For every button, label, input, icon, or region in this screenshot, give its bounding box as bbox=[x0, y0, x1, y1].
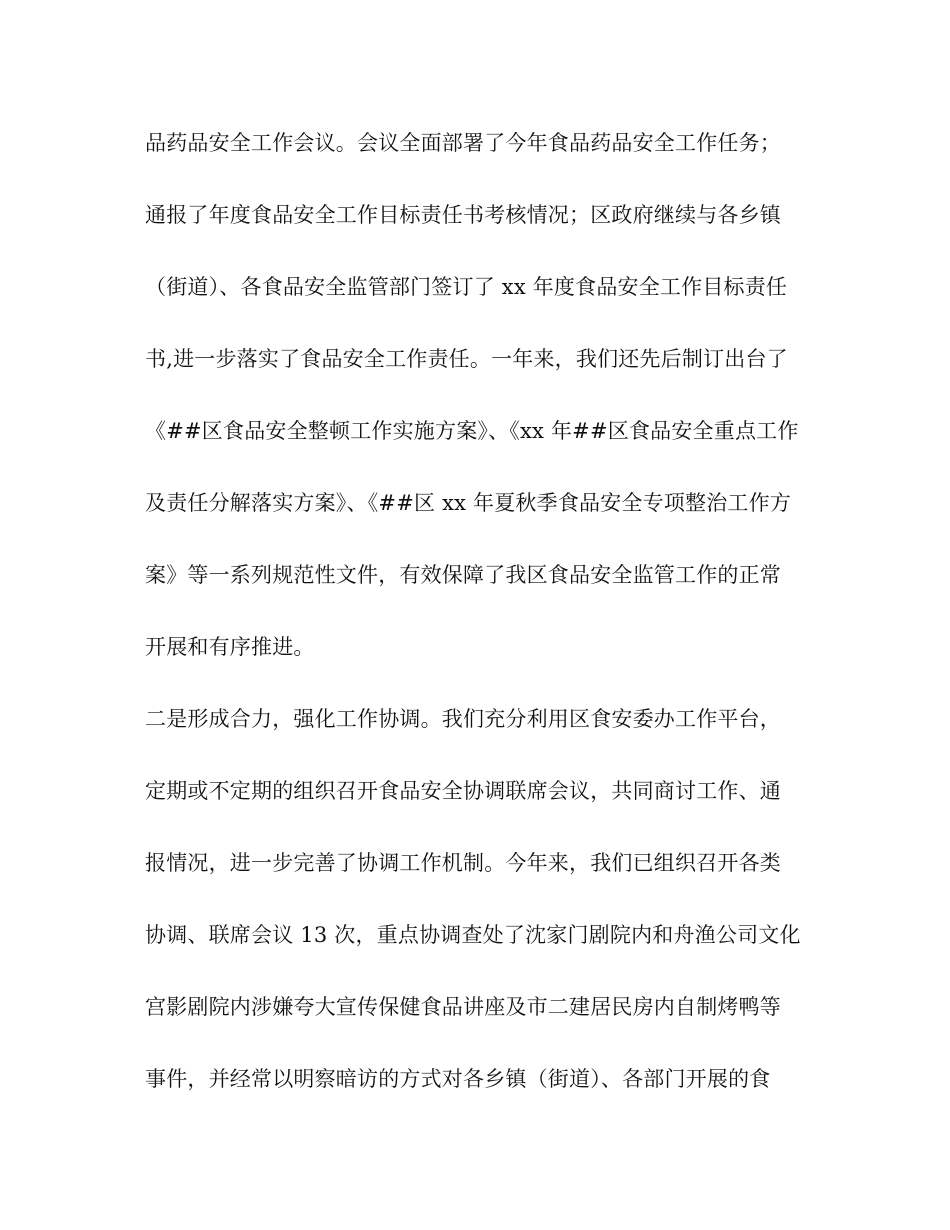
text-line: （街道）、各食品安全监管部门签订了 xx 年度食品安全工作目标责任 bbox=[145, 275, 788, 299]
text-line: 书,进一步落实了食品安全工作责任。一年来，我们还先后制订出台了 bbox=[145, 347, 788, 371]
text-line: 报情况，进一步完善了协调工作机制。今年来，我们已组织召开各类 bbox=[145, 851, 781, 875]
text-line: 协调、联席会议 13 次，重点协调查处了沈家门剧院内和舟渔公司文化 bbox=[145, 923, 801, 947]
text-line: 二是形成合力，强化工作协调。我们充分利用区食安委办工作平台， bbox=[145, 707, 781, 731]
text-line: 案》等一系列规范性文件，有效保障了我区食品安全监管工作的正常 bbox=[145, 563, 781, 587]
text-line: 定期或不定期的组织召开食品安全协调联席会议，共同商讨工作、通 bbox=[145, 779, 781, 803]
text-line: 及责任分解落实方案》、《##区 xx 年夏秋季食品安全专项整治工作方 bbox=[145, 491, 792, 515]
text-line: 品药品安全工作会议。会议全面部署了今年食品药品安全工作任务； bbox=[145, 131, 781, 155]
text-line: 宫影剧院内涉嫌夸大宣传保健食品讲座及市二建居民房内自制烤鸭等 bbox=[145, 995, 781, 1019]
text-line: 通报了年度食品安全工作目标责任书考核情况；区政府继续与各乡镇 bbox=[145, 203, 781, 227]
text-line: 《##区食品安全整顿工作实施方案》、《xx 年##区食品安全重点工作 bbox=[145, 419, 799, 443]
text-line: 事件，并经常以明察暗访的方式对各乡镇（街道）、各部门开展的食 bbox=[145, 1067, 771, 1091]
text-line: 开展和有序推进。 bbox=[145, 635, 315, 659]
